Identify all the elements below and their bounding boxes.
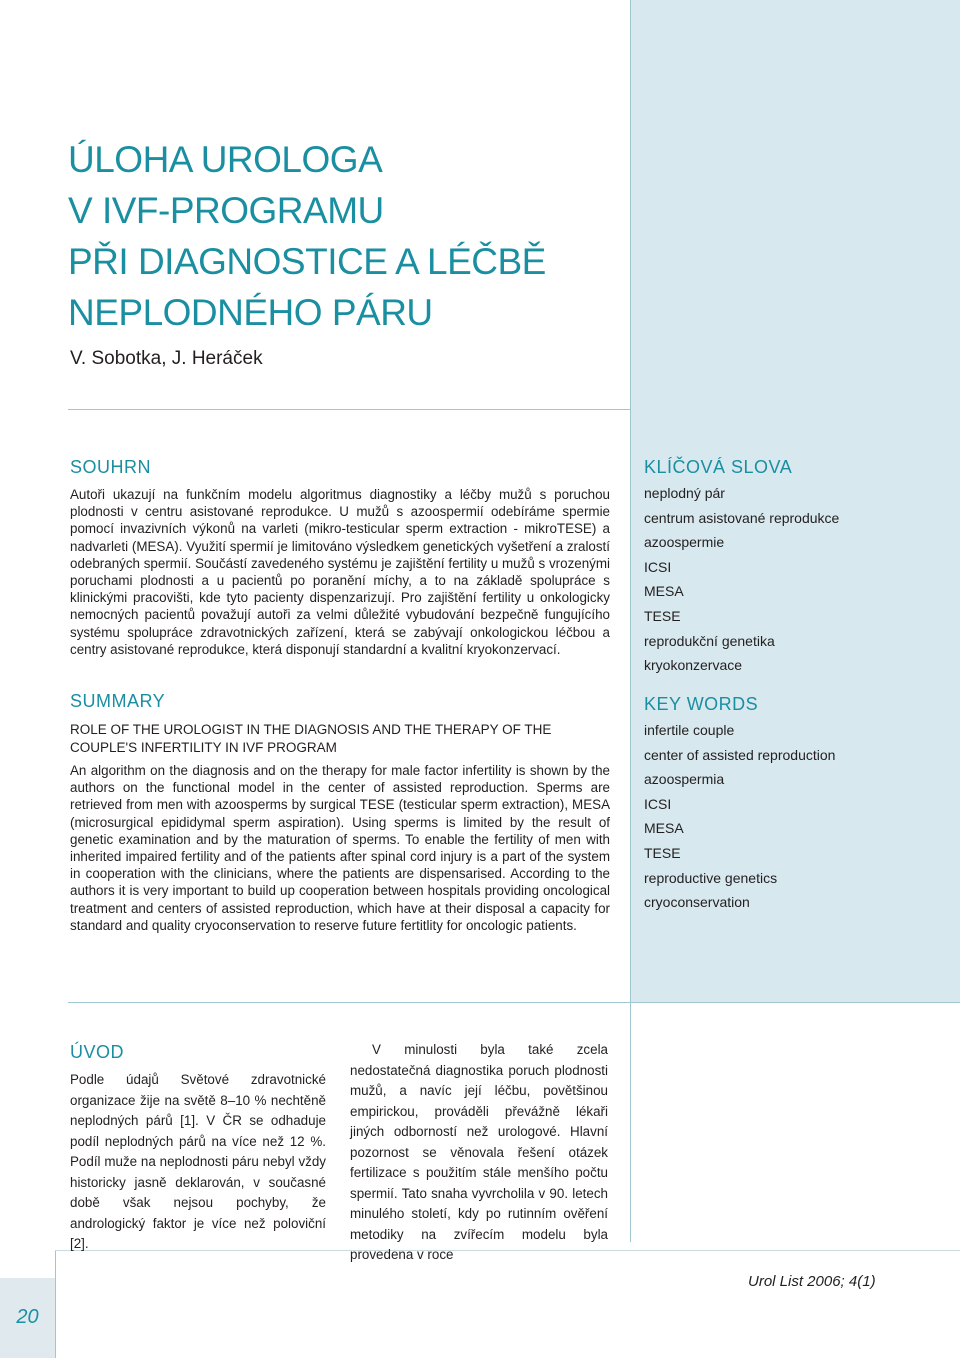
divider-intro-right [630, 1002, 631, 1242]
page-number: 20 [16, 1306, 39, 1328]
authors: V. Sobotka, J. Heráček [70, 348, 263, 369]
journal-citation: Urol List 2006; 4(1) [748, 1273, 876, 1290]
divider-vertical-top [630, 0, 631, 1002]
list-item: reproductive genetics [644, 869, 778, 886]
title-line-2: V IVF-PROGRAMU [68, 190, 384, 231]
list-item: center of assisted reproduction [644, 746, 836, 763]
list-item: neplodný pár [644, 485, 725, 501]
article-title [68, 134, 608, 338]
souhrn-heading: SOUHRN [70, 457, 152, 477]
summary-heading: SUMMARY [70, 691, 166, 711]
summary-subtitle: ROLE OF THE UROLOGIST IN THE DIAGNOSIS AND THE THERAPY OF THE COUPLE'S INFERTILITY IN IVF PROGRAM [70, 722, 552, 755]
klicova-slova-list [644, 481, 839, 678]
list-item: MESA [644, 583, 684, 600]
list-item: TESE [644, 607, 681, 624]
divider-above-intro [68, 1002, 960, 1003]
klicova-slova-heading: KLÍČOVÁ SLOVA [644, 457, 793, 477]
uvod-column-2: V minulosti byla také zcela nedostatečná diagnostika poruch plodnosti mužů, a navíc její léčbu, povětšinou empirickou, prováděli převážně lékaři jiných odborností než urologové. Hlavní pozornost se věnovala řešení otázek fertilizace s použitím stále menšího počtu spermií. Tato snaha vyvrcholila v 90. letech minulého století, kdy po rutinním ověření metodiky na zvířecím modelu byla provedena v roce [350, 1042, 608, 1262]
list-item: reprodukční genetika [644, 632, 775, 649]
uvod-heading: ÚVOD [70, 1042, 125, 1062]
divider-under-authors [68, 409, 630, 410]
key-words-heading: KEY WORDS [644, 694, 759, 714]
title-line-1: ÚLOHA UROLOGA [68, 139, 383, 180]
uvod-column-1: Podle údajů Světové zdravotnické organizace žije na světě 8–10 % nechtěně neplodných párů [1]. V ČR se odhaduje podíl neplodných párů na více než 12 %. Podíl muže na neplodnosti páru nebyl vždy historicky jasně deklarován, v současné době však nejsou pochyby, že andrologický faktor je více než poloviční [2]. [70, 1072, 326, 1251]
list-item: azoospermia [644, 771, 725, 788]
key-words-list [644, 718, 835, 915]
list-item: ICSI [644, 795, 672, 812]
list-item: ICSI [644, 558, 672, 575]
title-line-3: PŘI DIAGNOSTICE A LÉČBĚ [68, 241, 546, 282]
list-item: TESE [644, 844, 681, 861]
list-item: infertile couple [644, 722, 735, 738]
list-item: centrum asistované reprodukce [644, 509, 840, 526]
title-line-4: NEPLODNÉHO PÁRU [68, 292, 433, 333]
souhrn-text: Autoři ukazují na funkčním modelu algoritmus diagnostiky a léčby mužů s poruchou plodnosti v centru asistované reprodukce. U mužů s azoospermií odebíráme spermie pomocí invazivních výkonů na varleti (mikro-testicular sperm extraction - mikroTESE) a nadvarleti (MESA). Využití spermií je limitováno výsledkem genetických vyšetření a zralostí odebraných spermií. Součástí zavedeného systému je zajištění fertility u mužů s vrozenými poruchami plodnosti a u pacientů po poranění míchy, a to na základě spolupráce s klinickými pracovišti, kde tyto pacienty dispenzarizují. Pro zajištění fertility u onkologicky nemocných pacientů považují autoři za velmi důležité vybudování bezpečně fungujícího systému spolupráce zdravotnických zařízení, která se zabývají onkologickou léčbou a centry asistované reprodukce, která disponují standardní a kvalitní kryokonzervací. [70, 487, 610, 657]
divider-bottom-left [55, 1250, 56, 1358]
list-item: kryokonzervace [644, 657, 743, 674]
list-item: azoospermie [644, 534, 725, 551]
list-item: MESA [644, 820, 684, 837]
list-item: cryoconservation [644, 894, 750, 911]
summary-text: An algorithm on the diagnosis and on the therapy for male factor infertility is shown by the authors on the functional model in the center of assisted reproduction. Sperms are retrieved from men with azoosperms by surgical TESE (testicular sperm extraction), MESA (microsurgical epididymal sperm aspiration). Using sperms is limited by the result of genetic examination and by the maturation of sperms. To enable the fertility of men with inherited impaired fertility and of the patients after spinal cord injury is a part of the system in cooperation with the clinicians, where the patients are dispensarised. According to the authors it is very important to build up cooperation between hospitals providing oncological treatment and centers of assisted reproduction, which have at their disposal a capacity for standard and quality cryoconservation to reserve future fertitlity for oncologic patients. [70, 763, 610, 933]
